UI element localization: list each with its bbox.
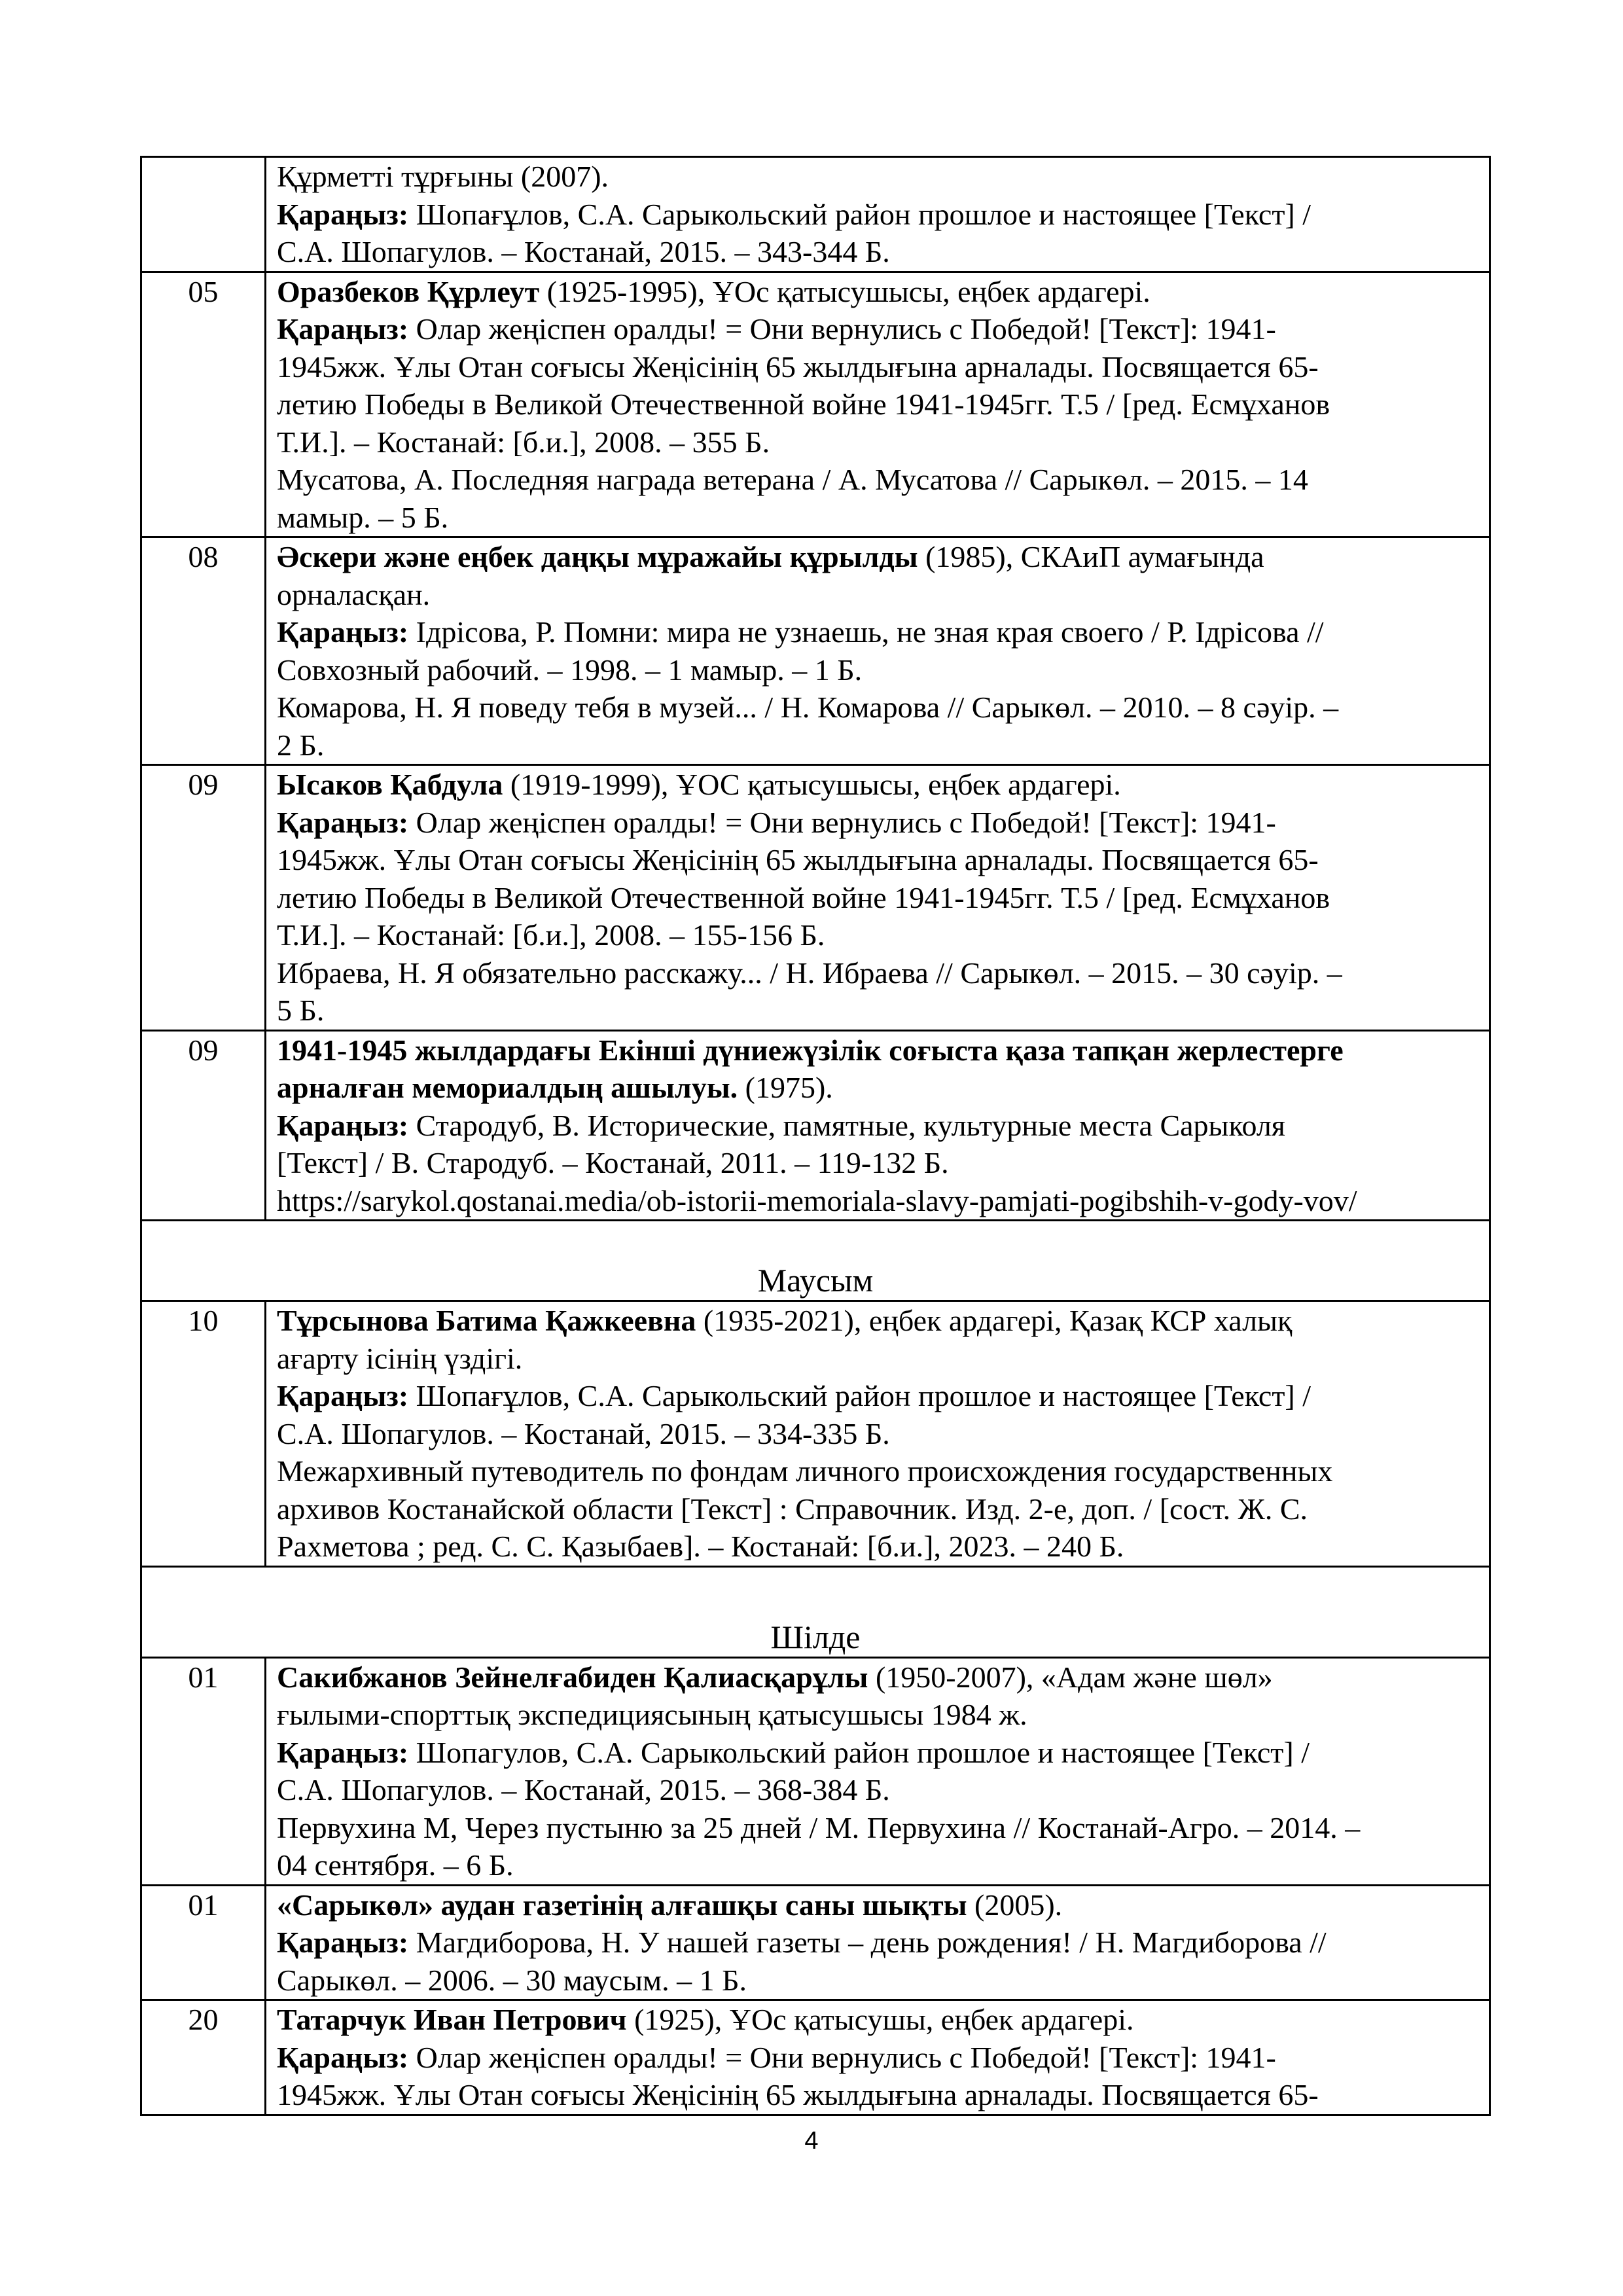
table-row [141, 157, 1490, 272]
entry-line [277, 841, 1480, 879]
entry-line [277, 1962, 1480, 2000]
entry-line [277, 651, 1480, 689]
entry-text: [Текст] / В. Стародуб. – Костанай, 2011. – 119-132 Б. [277, 1146, 949, 1179]
entry-text: Первухина М, Через пустыню за 25 дней / М. Первухина // Костанай-Агро. – 2014. – [277, 1810, 1361, 1844]
entry-text: Т.И.]. – Костанай: [б.и.], 2008. – 355 Б. [277, 425, 770, 459]
entry-text: Шопагулов, С.А. Сарыкольский район прошлое и настоящее [Текст] / [408, 1735, 1310, 1769]
entry-text: С.А. Шопагулов. – Костанай, 2015. – 368-384 Б. [277, 1773, 890, 1806]
entry-text: С.А. Шопагулов. – Костанай, 2015. – 334-335 Б. [277, 1416, 890, 1450]
month-header-row [141, 1566, 1490, 1657]
entry-bold-text: арналған мемориалдың ашылуы. [277, 1071, 738, 1104]
table-row [141, 1885, 1490, 2000]
date-cell [141, 157, 266, 272]
entry-line [277, 766, 1480, 804]
entry-line [277, 348, 1480, 386]
entry-text: Комарова, Н. Я поведу тебя в музей... / Н. Комарова // Сарыкөл. – 2010. – 8 сәуір. – [277, 691, 1339, 724]
entry-cell [266, 537, 1490, 765]
entry-text: Олар жеңіспен оралды! = Они вернулись с Победой! [Текст]: 1941- [408, 2040, 1276, 2074]
entry-line [277, 1182, 1480, 1220]
entry-text: 2 Б. [277, 728, 325, 762]
table-row [141, 1657, 1490, 1885]
entry-bold-text: Ысаков Қабдула [277, 768, 503, 801]
entry-text: Шопағұлов, С.А. Сарыкольский район прошлое и настоящее [Текст] / [408, 1379, 1311, 1412]
entry-line [277, 2039, 1480, 2077]
entry-line [277, 1144, 1480, 1182]
entry-cell [266, 1030, 1490, 1221]
entry-text: Совхозный рабочий. – 1998. – 1 мамыр. – 1 Б. [277, 653, 863, 687]
entry-text: ағарту ісінің үздігі. [277, 1341, 523, 1375]
entry-text: 1945жж. Ұлы Отан соғысы Жеңісінің 65 жылдығына арналады. Посвящается 65- [277, 350, 1319, 384]
entry-line [277, 1924, 1480, 1962]
entry-text: С.А. Шопагулов. – Костанай, 2015. – 343-344 Б. [277, 235, 890, 268]
entry-line [277, 423, 1480, 461]
entry-line [277, 1528, 1480, 1566]
entry-line [277, 1696, 1480, 1734]
entry-text: Мусатова, А. Последняя награда ветерана / А. Мусатова // Сарыкөл. – 2015. – 14 [277, 463, 1308, 496]
entry-line [277, 804, 1480, 842]
page-number: 4 [804, 2127, 819, 2155]
entry-line [277, 499, 1480, 537]
entry-line [277, 1809, 1480, 1847]
entry-text: орналасқан. [277, 577, 431, 611]
entry-text: https://sarykol.qostanai.media/ob-istorii-memoriala-slavy-pamjati-pogibshih-v-gody-vov/ [277, 1183, 1357, 1217]
entry-text: Олар жеңіспен оралды! = Они вернулись с Победой! [Текст]: 1941- [408, 805, 1276, 839]
entry-text: (1925-1995), ҰОс қатысушысы, еңбек ардагері. [539, 274, 1150, 308]
entry-text: Шопағұлов, С.А. Сарыкольский район прошлое и настоящее [Текст] / [408, 197, 1311, 231]
entry-text: Межархивный путеводитель по фондам личного происхождения государственных [277, 1454, 1333, 1488]
entry-line [277, 1069, 1480, 1107]
entry-text: (1919-1999), ҰОС қатысушысы, еңбек ардагері. [503, 768, 1121, 801]
entry-text: Ибраева, Н. Я обязательно расскажу... / Н. Ибраева // Сарыкөл. – 2015. – 30 сәуір. – [277, 956, 1342, 990]
entry-line [277, 1302, 1480, 1340]
entry-text: архивов Костанайской области [Текст] : Справочник. Изд. 2-е, доп. / [сост. Ж. С. [277, 1492, 1308, 1526]
entry-text: (1950-2007), «Адам және шөл» [868, 1660, 1273, 1694]
entry-line [277, 1771, 1480, 1809]
entry-bold-text: Оразбеков Құрлеут [277, 274, 540, 308]
entry-line [277, 538, 1480, 576]
date-cell: 09 [141, 765, 266, 1031]
entry-line [277, 233, 1480, 271]
entry-text: ғылыми-спорттық экспедициясының қатысушысы 1984 ж. [277, 1698, 1027, 1731]
entry-line [277, 2076, 1480, 2114]
entry-line [277, 1452, 1480, 1490]
date-cell: 01 [141, 1657, 266, 1885]
entry-bold-text: Қараңыз: [277, 1926, 409, 1959]
entry-bold-text: Қараңыз: [277, 1735, 409, 1769]
table-row [141, 272, 1490, 537]
entry-bold-text: Сакибжанов Зейнелғабиден Қалиасқарұлы [277, 1660, 868, 1694]
entry-line [277, 726, 1480, 764]
entry-bold-text: Қараңыз: [277, 2040, 409, 2074]
entry-text: (1985), СКАиП аумағында [918, 540, 1264, 573]
entry-text: 04 сентября. – 6 Б. [277, 1848, 514, 1882]
table-row [141, 765, 1490, 1031]
entry-bold-text: Қараңыз: [277, 615, 409, 649]
entry-line [277, 916, 1480, 954]
date-cell: 08 [141, 537, 266, 765]
entry-line [277, 158, 1480, 196]
entry-cell [266, 272, 1490, 537]
entry-line [277, 1107, 1480, 1145]
table-row [141, 1301, 1490, 1567]
entry-cell [266, 765, 1490, 1031]
entry-line [277, 689, 1480, 726]
month-header-row [141, 1221, 1490, 1301]
entry-bold-text: 1941-1945 жылдардағы Екінші дүниежүзілік соғыста қаза тапқан жерлестерге [277, 1033, 1344, 1067]
entry-line [277, 196, 1480, 234]
entry-bold-text: «Сарыкөл» аудан газетінің алғашқы саны шықты [277, 1888, 967, 1922]
entry-line [277, 1659, 1480, 1696]
entry-line [277, 992, 1480, 1030]
entry-text: 1945жж. Ұлы Отан соғысы Жеңісінің 65 жылдығына арналады. Посвящается 65- [277, 843, 1319, 876]
bibliography-table [140, 156, 1491, 2116]
entry-text: Ідрісова, Р. Помни: мира не узнаешь, не зная края своего / Р. Ідрісова // [408, 615, 1324, 649]
entry-bold-text: Қараңыз: [277, 1108, 409, 1142]
entry-line [277, 310, 1480, 348]
table-row [141, 537, 1490, 765]
entry-line [277, 954, 1480, 992]
date-cell: 05 [141, 272, 266, 537]
entry-text: Магдиборова, Н. У нашей газеты – день рождения! / Н. Магдиборова // [408, 1926, 1327, 1959]
entry-text: Сарыкөл. – 2006. – 30 маусым. – 1 Б. [277, 1963, 747, 1997]
entry-cell [266, 2000, 1490, 2115]
entry-text: Т.И.]. – Костанай: [б.и.], 2008. – 155-156 Б. [277, 918, 825, 952]
entry-cell [266, 1301, 1490, 1567]
entry-text: 5 Б. [277, 994, 325, 1027]
month-title: Маусым [141, 1221, 1490, 1301]
entry-bold-text: Әскери және еңбек даңқы мұражайы құрылды [277, 540, 918, 573]
entry-text: Құрметті тұрғыны (2007). [277, 160, 609, 193]
entry-bold-text: Қараңыз: [277, 805, 409, 839]
entry-text: летию Победы в Великой Отечественной войне 1941-1945гг. Т.5 / [ред. Есмұханов [277, 387, 1330, 421]
table-row [141, 1030, 1490, 1221]
entry-line [277, 273, 1480, 311]
entry-text: (1925), ҰОс қатысушы, еңбек ардагері. [626, 2003, 1134, 2036]
entry-line [277, 1846, 1480, 1884]
entry-line [277, 879, 1480, 917]
entry-line [277, 461, 1480, 499]
entry-line [277, 2001, 1480, 2039]
entry-text: Рахметова ; ред. С. С. Қазыбаев]. – Костанай: [б.и.], 2023. – 240 Б. [277, 1530, 1124, 1563]
table-body [141, 157, 1490, 2115]
entry-line [277, 1377, 1480, 1415]
entry-text: (1975). [738, 1071, 833, 1104]
date-cell: 10 [141, 1301, 266, 1567]
entry-bold-text: Тұрсынова Батима Қажкеевна [277, 1304, 696, 1337]
entry-bold-text: Қараңыз: [277, 312, 409, 346]
entry-line [277, 1415, 1480, 1453]
date-cell: 20 [141, 2000, 266, 2115]
entry-bold-text: Татарчук Иван Петрович [277, 2003, 627, 2036]
entry-cell [266, 1885, 1490, 2000]
entry-line [277, 1886, 1480, 1924]
month-title: Шілде [141, 1566, 1490, 1657]
entry-line [277, 1340, 1480, 1378]
entry-bold-text: Қараңыз: [277, 197, 409, 231]
date-cell: 09 [141, 1030, 266, 1221]
entry-line [277, 1031, 1480, 1069]
entry-cell [266, 1657, 1490, 1885]
entry-text: Стародуб, В. Исторические, памятные, культурные места Сарыколя [408, 1108, 1285, 1142]
entry-text: (2005). [967, 1888, 1063, 1922]
entry-bold-text: Қараңыз: [277, 1379, 409, 1412]
entry-line [277, 613, 1480, 651]
entry-line [277, 386, 1480, 423]
date-cell: 01 [141, 1885, 266, 2000]
entry-cell [266, 157, 1490, 272]
entry-line [277, 1734, 1480, 1772]
entry-text: летию Победы в Великой Отечественной войне 1941-1945гг. Т.5 / [ред. Есмұханов [277, 880, 1330, 914]
entry-text: (1935-2021), еңбек ардагері, Қазақ КСР халық [696, 1304, 1293, 1337]
entry-line [277, 576, 1480, 614]
entry-line [277, 1490, 1480, 1528]
table-row [141, 2000, 1490, 2115]
entry-text: Олар жеңіспен оралды! = Они вернулись с Победой! [Текст]: 1941- [408, 312, 1276, 346]
entry-text: мамыр. – 5 Б. [277, 500, 449, 534]
entry-text: 1945жж. Ұлы Отан соғысы Жеңісінің 65 жылдығына арналады. Посвящается 65- [277, 2078, 1319, 2111]
